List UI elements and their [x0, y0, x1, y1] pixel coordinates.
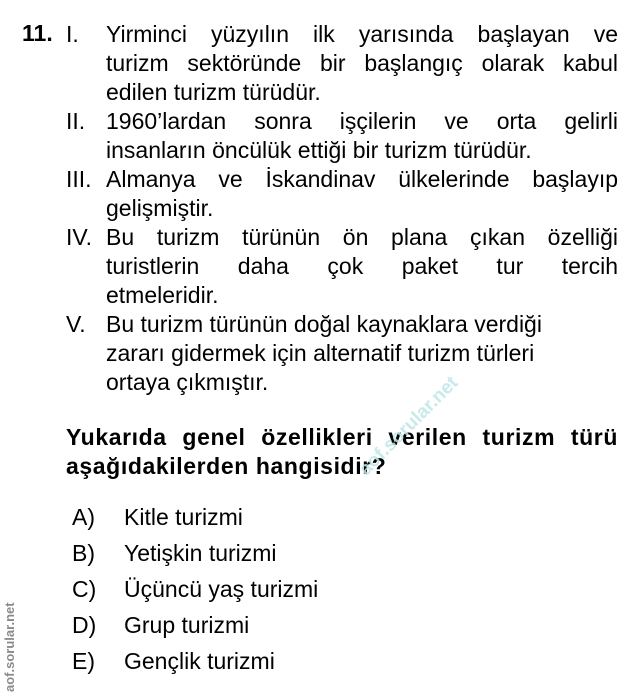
statement-line: ortaya çıkmıştır. — [106, 369, 269, 395]
statement-line: Bu turizm türünün ön plana çıkan özelliği — [106, 224, 618, 250]
option-letter: C) — [72, 576, 97, 602]
statement-line: zararı gidermek için alternatif turizm türleri — [106, 340, 535, 366]
question-prompt — [66, 423, 618, 481]
statement-3 — [66, 165, 618, 223]
diagonal-watermark: aof.sorular.net — [355, 372, 463, 480]
statement-roman: III. — [66, 166, 92, 192]
statement-line: insanların öncülük ettiği bir turizm türüdür. — [106, 137, 532, 163]
option-c[interactable] — [72, 575, 318, 604]
statement-1 — [66, 20, 618, 107]
option-letter: E) — [72, 648, 95, 674]
option-text: Gençlik turizmi — [124, 648, 275, 674]
option-a[interactable] — [72, 503, 243, 532]
statement-line: turistlerin daha çok paket tur tercih — [106, 253, 618, 279]
option-text: Yetişkin turizmi — [124, 540, 277, 566]
statement-roman: IV. — [66, 224, 93, 250]
option-letter: A) — [72, 504, 95, 530]
statement-line: gelişmiştir. — [106, 195, 214, 221]
statement-line: edilen turizm türüdür. — [106, 79, 321, 105]
question-prompt-line-2: aşağıdakilerden hangisidir? — [66, 453, 387, 479]
statement-line: etmeleridir. — [106, 282, 219, 308]
statement-line: Yirminci yüzyılın ilk yarısında başlayan ve — [106, 21, 618, 47]
statement-line: Almanya ve İskandinav ülkelerinde başlayıp — [106, 166, 618, 192]
option-text: Üçüncü yaş turizmi — [124, 576, 319, 602]
statement-4 — [66, 223, 618, 310]
statement-roman: V. — [66, 311, 86, 337]
option-letter: B) — [72, 540, 95, 566]
option-text: Kitle turizmi — [124, 504, 243, 530]
option-letter: D) — [72, 612, 97, 638]
option-b[interactable] — [72, 539, 277, 568]
statement-5 — [66, 310, 618, 397]
question-number: 11. — [22, 20, 53, 46]
question-prompt-line-1: Yukarıda genel özellikleri verilen turizm türü — [66, 424, 618, 450]
statement-line: 1960’lardan sonra işçilerin ve orta gelirli — [106, 108, 618, 134]
statement-2 — [66, 107, 618, 165]
side-watermark: aof.sorular.net — [2, 602, 17, 692]
statement-line: turizm sektöründe bir başlangıç olarak kabul — [106, 50, 618, 76]
option-e[interactable] — [72, 647, 275, 676]
statement-line: Bu turizm türünün doğal kaynaklara verdiği — [106, 311, 542, 337]
statement-roman: I. — [66, 21, 79, 47]
option-text: Grup turizmi — [124, 612, 250, 638]
option-d[interactable] — [72, 611, 249, 640]
statement-roman: II. — [66, 108, 86, 134]
